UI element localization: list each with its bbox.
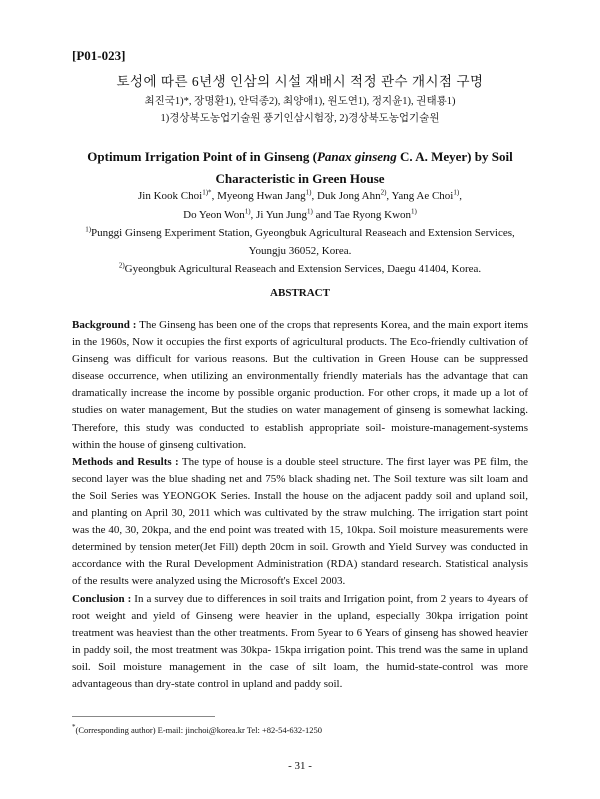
english-title <box>60 146 540 190</box>
title-part1: Optimum Irrigation Point of in Ginseng ( <box>87 149 317 164</box>
affiliation-1 <box>72 224 528 260</box>
author-sup: 1) <box>244 207 251 216</box>
author-name: Do Yeon Won <box>183 209 245 221</box>
english-authors <box>60 187 540 225</box>
title-part2: C. A. Meyer) by Soil Characteristic in Green House <box>215 149 513 186</box>
section-text: The type of house is a double steel structure. The first layer was PE film, the second layer was the blue shading net and 75% black shading net. The Soil texture was silt loam and the Soil Series was YEONGOK Series. Install the house on the adjacent paddy soil and upland soil, and planting on April 30, 2011 which was cultivated by the straw mulching. The irrigation start point was the 40, 30, 20kpa, and the end point was treated with 15, 10kpa. Soil moisture measurements were determined by tension meter(Jet Fill) depth 20cm in soil. Growth and Yield Survey was conducted in accordance with the Rural Development Administration (RDA) standard research. Statistical analysis of the results were analyzed using the Microsoft's Excel 2003. <box>72 455 528 588</box>
author-name: , Ji Yun Jung <box>250 209 307 221</box>
section-text: The Ginseng has been one of the crops that represents Korea, and the main export items in the 1960s, Now it occupies the first exports of agricultural products. The Eco-friendly cultivation of Ginseng was difficult for various reasons. But the cultivation in Green House can be suppressed disease occurrence, when utilizing an environmentally friendly materials has the advantage that can dramatically increase the income by possible organic production. For other crops, it made up a lot of studies on water management, But the studies on water management of ginseng is somewhat lacking. Therefore, this study was conducted to establish appropriate soil- moisture-management-systems within the house of ginseng cultivation. <box>72 319 528 451</box>
affiliation-sup: 1) <box>85 225 92 234</box>
author-name: Jin Kook Choi <box>138 190 203 202</box>
abstract-heading: ABSTRACT <box>270 287 330 299</box>
footnote <box>72 725 322 735</box>
affiliation-text: Punggi Ginseng Experiment Station, Gyeongbuk Agricultural Reaseach and Extension Services, Youngju 36052, Korea. <box>91 227 515 257</box>
section-label: Conclusion : <box>72 592 132 605</box>
author-sup: 1) <box>305 188 312 197</box>
section-label: Methods and Results : <box>72 455 179 468</box>
page-number: - 31 - <box>288 760 312 772</box>
author-name: , Duk Jong Ahn <box>311 190 381 202</box>
author-sup: 1) <box>306 207 313 216</box>
author-sup: 1) <box>411 207 417 216</box>
author-sup: 2) <box>380 188 387 197</box>
author-name: , Yang Ae Choi <box>386 190 454 202</box>
korean-authors: 최진국1)*, 장명환1), 안덕종2), 최양애1), 원도연1), 정지윤1), 권태룡1) <box>144 96 456 107</box>
section-background <box>72 317 528 454</box>
section-methods <box>72 454 528 591</box>
korean-title: 토성에 따른 6년생 인삼의 시설 재배시 적정 관수 개시점 구명 <box>116 74 484 89</box>
section-conclusion <box>72 591 528 694</box>
author-sep: , <box>459 190 462 202</box>
affiliation-sup: 2) <box>118 261 125 270</box>
author-sup: 1)* <box>202 188 212 197</box>
affiliation-text: Gyeongbuk Agricultural Reaseach and Extension Services, Daegu 41404, Korea. <box>124 263 482 275</box>
footnote-divider <box>72 716 215 717</box>
title-species: Panax ginseng <box>316 149 397 164</box>
english-affiliations <box>72 224 528 278</box>
section-text: In a survey due to differences in soil traits and Irrigation point, from 2 years to 4years of root weight and yield of Ginseng were heavier in the upland, especially 30kpa irrigation point treatment was heaviest than the other treatments. From 5year to 6 Years of ginseng has showed heavier in paddy soil, the most treatment was 30kpa- 15kpa irrigation point. This trend was the same in upland soil. Soil moisture management in the case of silt loam, the humid-state-control was more advantageous than dry-state control in upland and paddy soil. <box>72 592 528 690</box>
author-name: , Myeong Hwan Jang <box>211 190 306 202</box>
authors-line-2 <box>60 206 540 225</box>
authors-line-1 <box>60 187 540 206</box>
affiliation-2 <box>72 260 528 278</box>
author-sup: 1) <box>453 188 460 197</box>
footnote-text: (Corresponding author) E-mail: jinchoi@korea.kr Tel: +82-54-632-1250 <box>75 725 323 735</box>
section-label: Background : <box>72 319 137 331</box>
abstract-body <box>72 317 528 693</box>
poster-code: [P01-023] <box>72 48 126 63</box>
author-name: and Tae Ryong Kwon <box>312 209 412 221</box>
korean-affiliations: 1)경상북도농업기술원 풍기인삼시험장, 2)경상북도농업기술원 <box>160 113 440 124</box>
footnote-sup: * <box>72 723 76 732</box>
